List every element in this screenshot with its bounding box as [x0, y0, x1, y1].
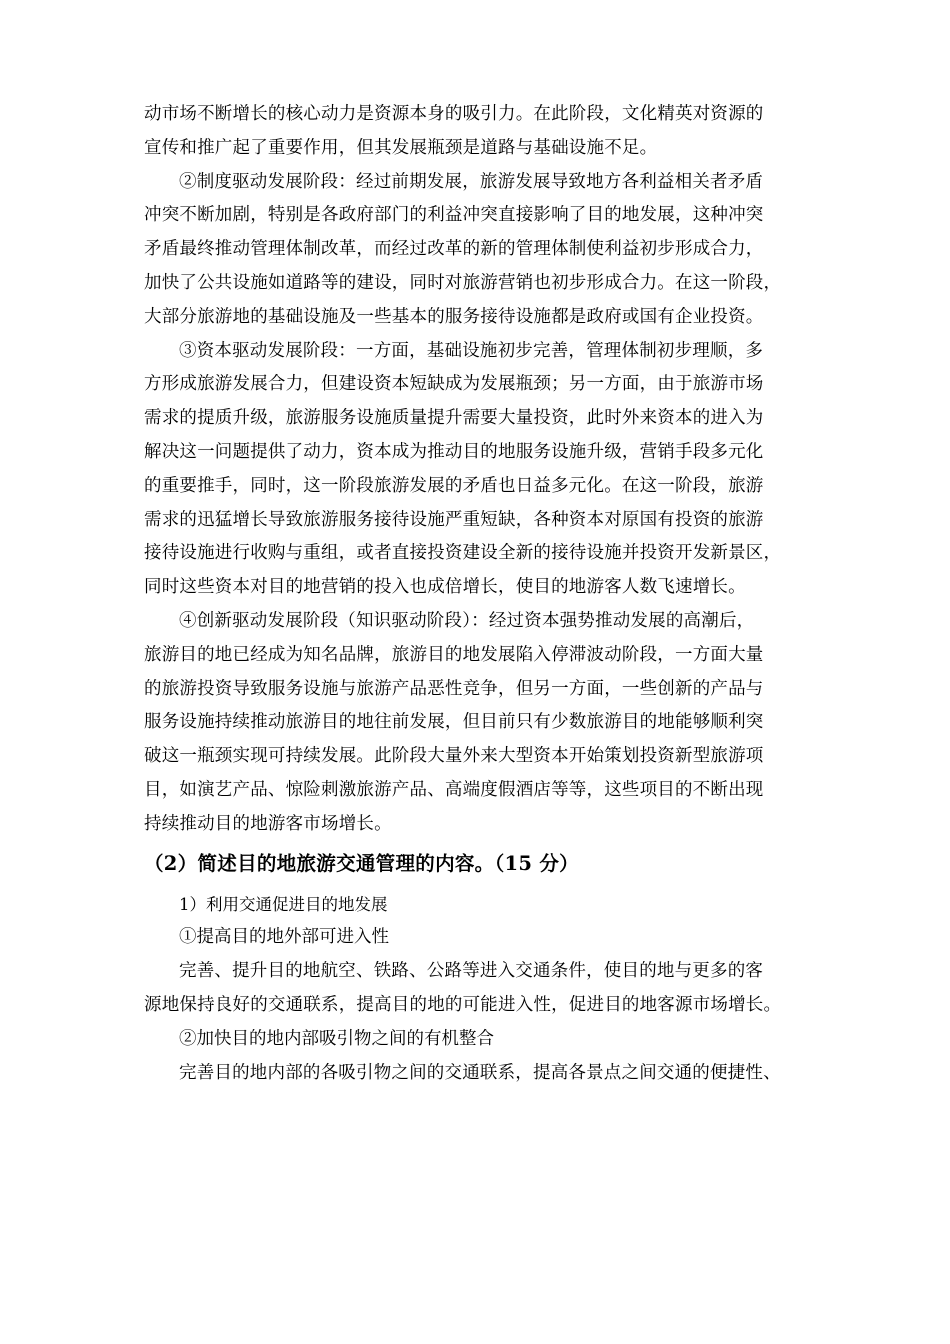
text-line: 宣传和推广起了重要作用，但其发展瓶颈是道路与基础设施不足。: [144, 137, 658, 158]
text-line: 破这一瓶颈实现可持续发展。此阶段大量外来大型资本开始策划投资新型旅游项: [144, 746, 764, 767]
stage4-paragraph: [144, 605, 820, 842]
document-body: [144, 98, 820, 1090]
intro-paragraph: [144, 98, 820, 166]
text-line: ④创新驱动发展阶段（知识驱动阶段）：经过资本强势推动发展的高潮后，: [179, 610, 755, 631]
text-line: 目，如演艺产品、惊险刺激旅游产品、高端度假酒店等等，这些项目的不断出现: [144, 779, 764, 800]
text-line: 旅游目的地已经成为知名品牌，旅游目的地发展陷入停滞波动阶段，一方面大量: [144, 644, 764, 665]
question-heading: （2）简述目的地旅游交通管理的内容。（15 分）: [144, 851, 579, 875]
text-line: 的旅游投资导致服务设施与旅游产品恶性竞争，但另一方面，一些创新的产品与: [144, 678, 764, 699]
text-line: 的重要推手，同时，这一阶段旅游发展的矛盾也日益多元化。在这一阶段，旅游: [144, 475, 764, 496]
text-line: 完善目的地内部的各吸引物之间的交通联系，提高各景点之间交通的便捷性、: [179, 1062, 781, 1083]
text-line: ③资本驱动发展阶段：一方面，基础设施初步完善，管理体制初步理顺，多: [179, 340, 764, 361]
text-line: 服务设施持续推动旅游目的地往前发展，但目前只有少数旅游目的地能够顺利突: [144, 712, 764, 733]
text-line: 矛盾最终推动管理体制改革，而经过改革的新的管理体制使利益初步形成合力，: [144, 239, 764, 260]
text-line: 大部分旅游地的基础设施及一些基本的服务接待设施都是政府或国有企业投资。: [144, 306, 764, 327]
text-line: 冲突不断加剧，特别是各政府部门的利益冲突直接影响了目的地发展，这种冲突: [144, 205, 764, 226]
text-line: 需求的提质升级，旅游服务设施质量提升需要大量投资，此时外来资本的进入为: [144, 408, 764, 429]
text-line: 源地保持良好的交通联系，提高目的地的可能进入性，促进目的地客源市场增长。: [144, 994, 782, 1015]
point1b-title: ②加快目的地内部吸引物之间的有机整合: [179, 1028, 494, 1049]
stage2-paragraph: [144, 166, 820, 335]
point1a-paragraph: [144, 955, 820, 1023]
text-line: 动市场不断增长的核心动力是资源本身的吸引力。在此阶段，文化精英对资源的: [144, 104, 764, 124]
text-line: ②制度驱动发展阶段：经过前期发展，旅游发展导致地方各利益相关者矛盾: [179, 171, 764, 192]
text-line: 方形成旅游发展合力，但建设资本短缺成为发展瓶颈；另一方面，由于旅游市场: [144, 374, 764, 395]
stage3-paragraph: [144, 335, 820, 605]
text-line: 同时这些资本对目的地营销的投入也成倍增长，使目的地游客人数飞速增长。: [144, 577, 746, 598]
point1b-paragraph: [144, 1057, 820, 1091]
text-line: 完善、提升目的地航空、铁路、公路等进入交通条件，使目的地与更多的客: [179, 961, 764, 982]
text-line: 加快了公共设施如道路等的建设，同时对旅游营销也初步形成合力。在这一阶段，: [144, 272, 782, 293]
text-line: 持续推动目的地游客市场增长。: [144, 813, 392, 834]
text-line: 接待设施进行收购与重组，或者直接投资建设全新的接待设施并投资开发新景区，: [144, 543, 782, 564]
text-line: 解决这一问题提供了动力，资本成为推动目的地服务设施升级，营销手段多元化: [144, 441, 764, 462]
point1a-title: ①提高目的地外部可进入性: [179, 927, 389, 948]
text-line: 需求的迅猛增长导致旅游服务接待设施严重短缺，各种资本对原国有投资的旅游: [144, 509, 764, 530]
point1-title: 1）利用交通促进目的地发展: [179, 894, 388, 914]
